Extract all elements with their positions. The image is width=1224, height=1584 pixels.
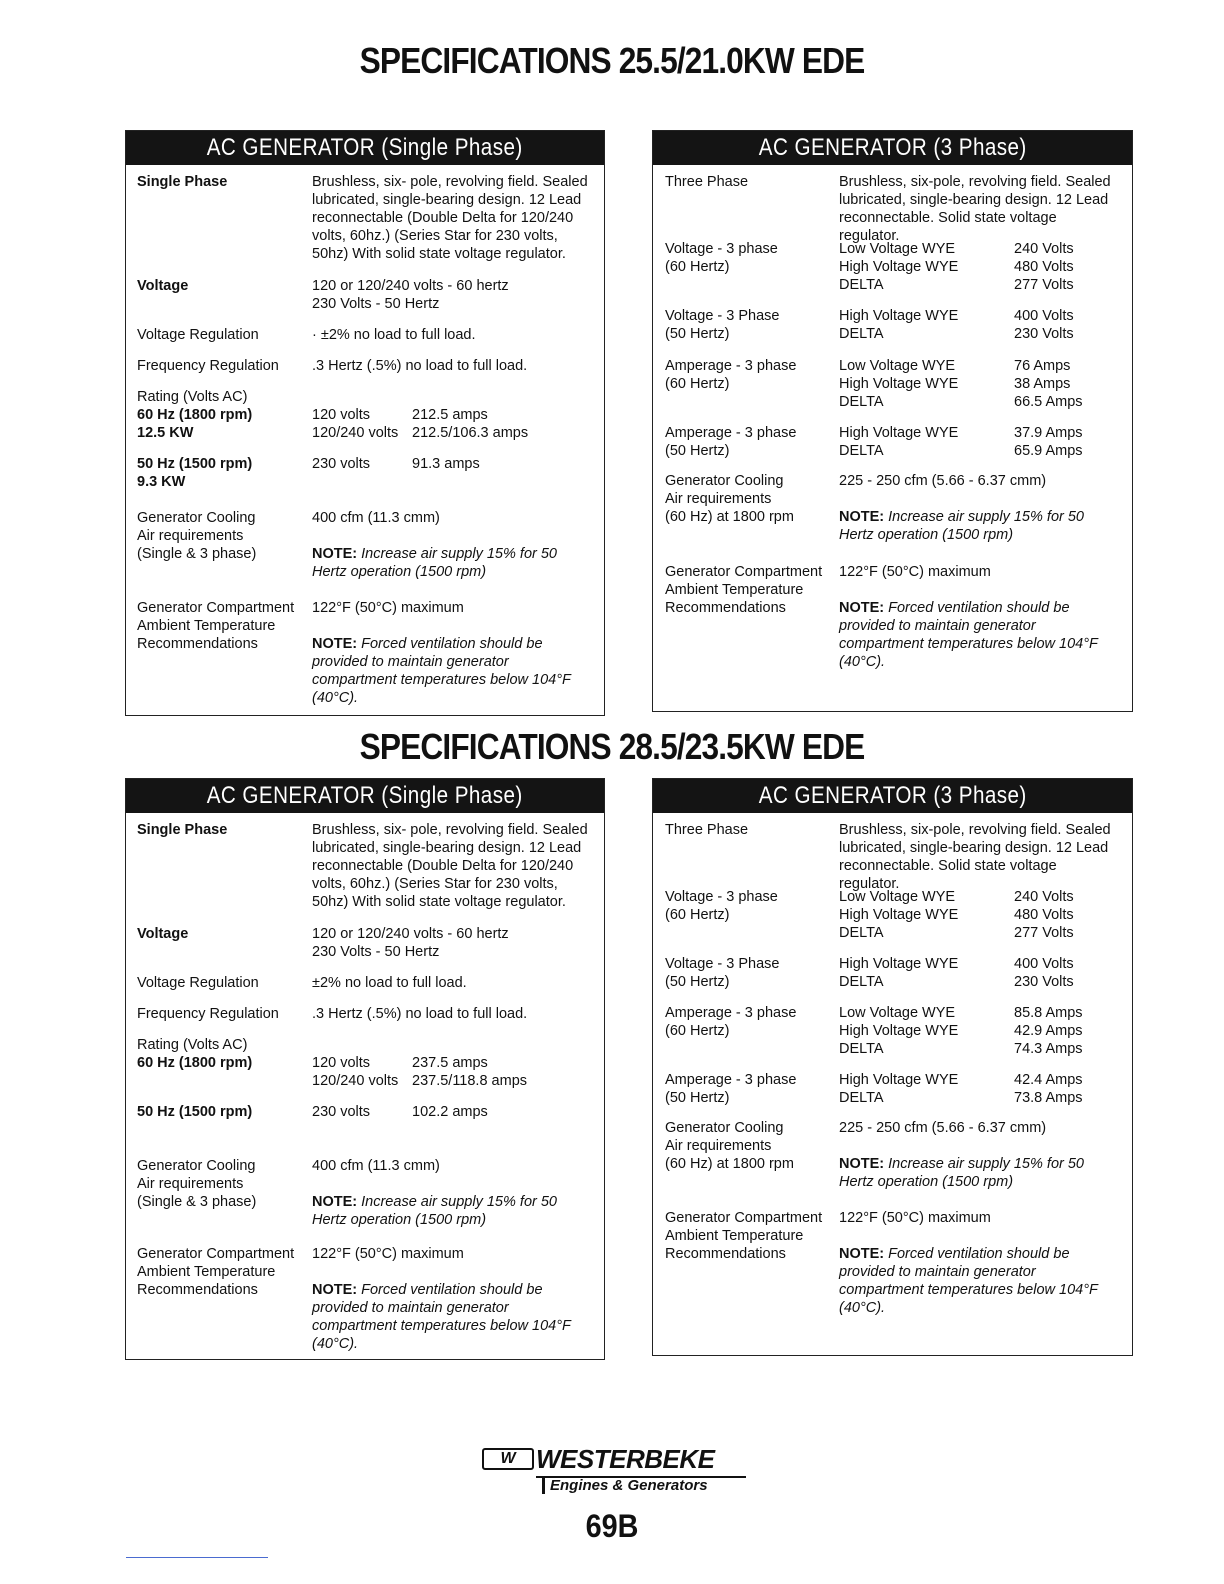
label-rating-60hz: 60 Hz (1800 rpm) 12.5 KW [137, 407, 253, 441]
value-single-phase: Brushless, six- pole, revolving field. Sealed lubricated, single-bearing design. 12 Lead reconnectable (Double Delta for 120/240 volts, 60hz.) (Series Star for 230 volts, 50hz) With solid state voltage regulator. [312, 822, 588, 910]
page-title-middle: SPECIFICATIONS 28.5/23.5KW EDE [359, 726, 865, 767]
page-title-top: SPECIFICATIONS 25.5/21.0KW EDE [359, 40, 865, 81]
label-frequency-regulation: Frequency Regulation [137, 358, 279, 374]
spec-panel-single-phase-28kw [125, 778, 605, 1360]
label-generator-compartment: Generator Compartment Ambient Temperature Recommendations [665, 1210, 823, 1262]
note-compartment: NOTE: Forced ventilation should be provided to maintain generator compartment temperatures below 104°F (40°C). [839, 1246, 1098, 1316]
value-rating-60hz: 120 volts 212.5 amps 120/240 volts 212.5/106.3 amps [312, 407, 529, 441]
label-single-phase: Single Phase [137, 174, 228, 190]
spec-panel-single-phase-25kw [125, 130, 605, 716]
label-voltage-60hz: Voltage - 3 phase (60 Hertz) [665, 889, 778, 923]
value-three-phase: Brushless, six-pole, revolving field. Sealed lubricated, single-bearing design. 12 Lead reconnectable. Solid state voltage regulator. [839, 174, 1111, 244]
value-amperage-60hz: Low Voltage WYE 76 Amps High Voltage WYE 38 Amps DELTA 66.5 Amps [839, 358, 1083, 410]
note-compartment: NOTE: Forced ventilation should be provided to maintain generator compartment temperatures below 104°F (40°C). [312, 1282, 571, 1352]
value-voltage-regulation: · ±2% no load to full load. [312, 327, 476, 343]
value-voltage-50hz: High Voltage WYE 400 Volts DELTA 230 Volts [839, 956, 1074, 990]
label-generator-compartment: Generator Compartment Ambient Temperature Recommendations [665, 564, 823, 616]
label-amperage-50hz: Amperage - 3 phase (50 Hertz) [665, 425, 797, 459]
label-generator-cooling: Generator Cooling Air requirements (60 Hz) at 1800 rpm [665, 1120, 794, 1172]
page-number: 69B [585, 1508, 639, 1544]
value-generator-compartment: 122°F (50°C) maximum NOTE: Forced ventilation should be provided to maintain generator compartment temperatures below 104°F (40°C). [312, 599, 602, 707]
value-frequency-regulation: .3 Hertz (.5%) no load to full load. [312, 1006, 528, 1022]
value-rating-60hz: 120 volts 237.5 amps 120/240 volts 237.5/118.8 amps [312, 1055, 528, 1089]
westerbeke-logo [482, 1446, 762, 1506]
note-compartment: NOTE: Forced ventilation should be provided to maintain generator compartment temperatures below 104°F (40°C). [312, 636, 571, 706]
value-generator-compartment: 122°F (50°C) maximum NOTE: Forced ventilation should be provided to maintain generator compartment temperatures below 104°F (40°C). [839, 563, 1114, 671]
value-rating-50hz: 230 volts 91.3 amps [312, 456, 480, 472]
value-voltage-60hz: Low Voltage WYE 240 Volts High Voltage WYE 480 Volts DELTA 277 Volts [839, 889, 1074, 941]
label-voltage-60hz: Voltage - 3 phase (60 Hertz) [665, 241, 778, 275]
spec-panel-three-phase-28kw [652, 778, 1133, 1356]
label-rating: Rating (Volts AC) [137, 1037, 248, 1053]
value-voltage-60hz: Low Voltage WYE 240 Volts High Voltage WYE 480 Volts DELTA 277 Volts [839, 241, 1074, 293]
label-amperage-50hz: Amperage - 3 phase (50 Hertz) [665, 1072, 797, 1106]
label-amperage-60hz: Amperage - 3 phase (60 Hertz) [665, 1005, 797, 1039]
label-voltage-regulation: Voltage Regulation [137, 327, 259, 343]
label-three-phase: Three Phase [665, 822, 749, 838]
value-generator-cooling: 400 cfm (11.3 cmm) NOTE: Increase air supply 15% for 50 Hertz operation (1500 rpm) [312, 509, 602, 581]
value-generator-cooling: 225 - 250 cfm (5.66 - 6.37 cmm) NOTE: Increase air supply 15% for 50 Hertz operation (1500 rpm) [839, 1119, 1114, 1191]
label-voltage-50hz: Voltage - 3 Phase (50 Hertz) [665, 308, 780, 342]
label-rating-50hz: 50 Hz (1500 rpm) 9.3 KW [137, 456, 253, 490]
panel-header: AC GENERATOR (3 Phase) [653, 779, 1132, 813]
label-rating-50hz: 50 Hz (1500 rpm) [137, 1104, 253, 1120]
label-generator-compartment: Generator Compartment Ambient Temperature Recommendations [137, 1246, 295, 1298]
label-generator-cooling: Generator Cooling Air requirements (60 Hz) at 1800 rpm [665, 473, 794, 525]
value-rating-50hz: 230 volts 102.2 amps [312, 1104, 488, 1120]
logo-mark: W [482, 1448, 534, 1470]
value-generator-cooling: 225 - 250 cfm (5.66 - 6.37 cmm) NOTE: Increase air supply 15% for 50 Hertz operation (1500 rpm) [839, 472, 1114, 544]
label-amperage-60hz: Amperage - 3 phase (60 Hertz) [665, 358, 797, 392]
value-voltage-regulation: ±2% no load to full load. [312, 975, 467, 991]
label-voltage-regulation: Voltage Regulation [137, 975, 259, 991]
note-compartment: NOTE: Forced ventilation should be provided to maintain generator compartment temperatures below 104°F (40°C). [839, 600, 1098, 670]
label-voltage: Voltage [137, 278, 189, 294]
logo-subtitle: Engines & Generators [542, 1477, 708, 1494]
label-voltage: Voltage [137, 926, 189, 942]
value-frequency-regulation: .3 Hertz (.5%) no load to full load. [312, 358, 528, 374]
value-voltage-50hz: High Voltage WYE 400 Volts DELTA 230 Volts [839, 308, 1074, 342]
label-three-phase: Three Phase [665, 174, 749, 190]
label-rating: Rating (Volts AC) [137, 389, 248, 405]
value-voltage: 120 or 120/240 volts - 60 hertz 230 Volts - 50 Hertz [312, 278, 509, 312]
panel-header: AC GENERATOR (Single Phase) [126, 131, 604, 165]
note-cooling: NOTE: Increase air supply 15% for 50 Hertz operation (1500 rpm) [312, 1194, 557, 1228]
note-cooling: NOTE: Increase air supply 15% for 50 Hertz operation (1500 rpm) [312, 546, 557, 580]
label-generator-cooling: Generator Cooling Air requirements (Single & 3 phase) [137, 1158, 257, 1210]
value-generator-cooling: 400 cfm (11.3 cmm) NOTE: Increase air supply 15% for 50 Hertz operation (1500 rpm) [312, 1157, 602, 1229]
panel-header: AC GENERATOR (3 Phase) [653, 131, 1132, 165]
label-rating-60hz: 60 Hz (1800 rpm) [137, 1055, 253, 1071]
label-voltage-50hz: Voltage - 3 Phase (50 Hertz) [665, 956, 780, 990]
value-three-phase: Brushless, six-pole, revolving field. Sealed lubricated, single-bearing design. 12 Lead reconnectable. Solid state voltage regulator. [839, 822, 1111, 892]
value-amperage-50hz: High Voltage WYE 37.9 Amps DELTA 65.9 Amps [839, 425, 1083, 459]
label-generator-compartment: Generator Compartment Ambient Temperature Recommendations [137, 600, 295, 652]
panel-header: AC GENERATOR (Single Phase) [126, 779, 604, 813]
note-cooling: NOTE: Increase air supply 15% for 50 Hertz operation (1500 rpm) [839, 1156, 1084, 1190]
value-voltage: 120 or 120/240 volts - 60 hertz 230 Volts - 50 Hertz [312, 926, 509, 960]
note-cooling: NOTE: Increase air supply 15% for 50 Hertz operation (1500 rpm) [839, 509, 1084, 543]
label-frequency-regulation: Frequency Regulation [137, 1006, 279, 1022]
value-amperage-50hz: High Voltage WYE 42.4 Amps DELTA 73.8 Amps [839, 1072, 1083, 1106]
logo-name: WESTERBEKE [536, 1444, 746, 1478]
value-generator-compartment: 122°F (50°C) maximum NOTE: Forced ventilation should be provided to maintain generator compartment temperatures below 104°F (40°C). [312, 1245, 602, 1353]
value-amperage-60hz: Low Voltage WYE 85.8 Amps High Voltage WYE 42.9 Amps DELTA 74.3 Amps [839, 1005, 1083, 1057]
label-single-phase: Single Phase [137, 822, 228, 838]
value-single-phase: Brushless, six- pole, revolving field. Sealed lubricated, single-bearing design. 12 Lead reconnectable (Double Delta for 120/240 volts, 60hz.) (Series Star for 230 volts, 50hz) With solid state voltage regulator. [312, 174, 588, 262]
spec-panel-three-phase-25kw [652, 130, 1133, 712]
footer-rule [126, 1557, 268, 1558]
value-generator-compartment: 122°F (50°C) maximum NOTE: Forced ventilation should be provided to maintain generator compartment temperatures below 104°F (40°C). [839, 1209, 1114, 1317]
label-generator-cooling: Generator Cooling Air requirements (Single & 3 phase) [137, 510, 257, 562]
